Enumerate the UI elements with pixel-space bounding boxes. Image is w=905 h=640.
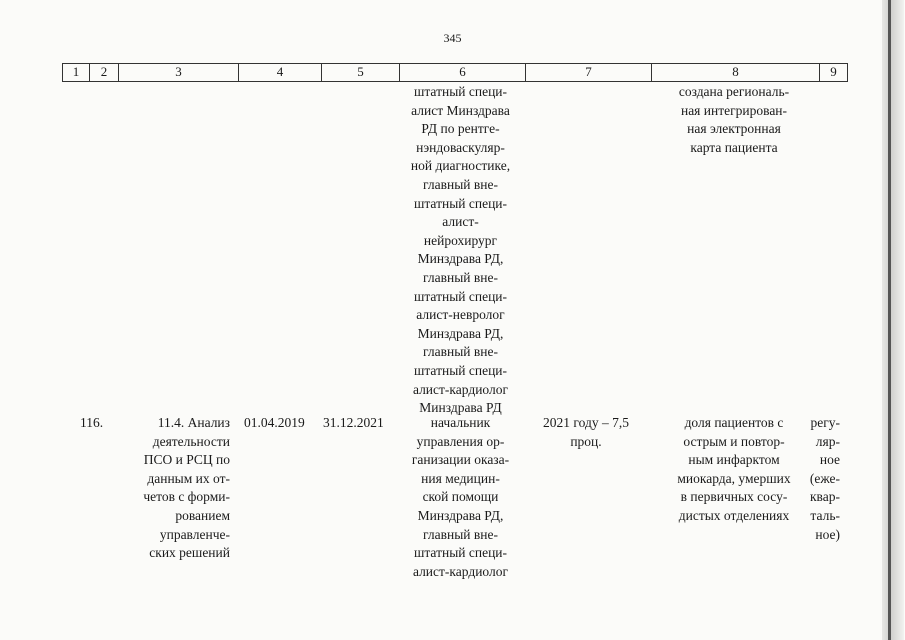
text-line: штатный специ- — [413, 84, 508, 99]
row-116-indicator-cell — [526, 414, 646, 451]
column-number-6: 6 — [399, 64, 525, 81]
text-line: главный вне- — [423, 344, 498, 360]
text-line: ное — [819, 452, 840, 468]
text-line: деятельности — [152, 433, 230, 449]
text-line: квар- — [810, 489, 840, 505]
text-line: рованием — [175, 507, 230, 523]
text-line: штатный специ- — [413, 545, 508, 561]
column-number-1: 1 — [62, 64, 89, 81]
text-line: ния медицин- — [421, 470, 500, 486]
text-line: ПСО и РСЦ по — [143, 452, 230, 468]
text-line: алист-кардиолог — [412, 563, 509, 579]
column-number-4: 4 — [238, 64, 321, 81]
column-number-3: 3 — [118, 64, 238, 81]
text-line: четов с форми- — [143, 489, 230, 505]
text-line: главный вне- — [423, 269, 498, 285]
text-line: штатный специ- — [413, 362, 508, 378]
row-116-result-cell — [650, 414, 818, 526]
text-line: данным их от- — [147, 470, 230, 486]
column-number-9: 9 — [819, 64, 848, 81]
scan-page-edge — [882, 0, 904, 640]
text-line: штатный специ- — [413, 195, 508, 211]
text-line: Минздрава РД, — [417, 325, 504, 341]
text-line: алист-кардиолог — [412, 381, 509, 397]
text-line: таль- — [810, 507, 840, 523]
text-line: ской помощи — [422, 489, 499, 505]
start-date: 01.04.2019 — [244, 415, 305, 430]
text-line: регу- — [810, 415, 840, 430]
text-line: главный вне- — [423, 526, 498, 542]
text-line: ских решений — [149, 545, 230, 561]
text-line: Минздрава РД, — [417, 251, 504, 267]
table-header-row — [62, 63, 848, 82]
text-line: алист Минздрава — [411, 102, 510, 118]
text-line: создана региональ- — [678, 84, 790, 99]
text-line: 2021 году – 7,5 — [543, 415, 629, 430]
text-line: карта пациента — [690, 139, 778, 155]
text-line: в первичных сосу- — [680, 489, 788, 505]
text-line: управленче- — [159, 526, 230, 542]
text-line: доля пациентов с — [684, 415, 784, 430]
text-line: ное) — [815, 526, 840, 542]
text-line: ная интегрирован- — [680, 102, 788, 118]
column-number-8: 8 — [651, 64, 819, 81]
text-line: Минздрава РД, — [417, 507, 504, 523]
text-line: ляр- — [815, 433, 840, 449]
text-line: Минздрава РД — [419, 400, 502, 416]
text-line: РД по рентге- — [421, 121, 500, 137]
column-number-7: 7 — [525, 64, 651, 81]
end-date: 31.12.2021 — [323, 415, 384, 430]
text-line: нэндоваскуляр- — [416, 139, 505, 155]
text-line: проц. — [570, 433, 602, 449]
text-line: штатный специ- — [413, 288, 508, 304]
text-line: острым и повтор- — [683, 433, 785, 449]
row-116-periodicity-cell — [800, 414, 840, 544]
text-line: ная электронная — [687, 121, 781, 137]
text-line: главный вне- — [423, 176, 498, 192]
prev-row-responsible-cell — [398, 83, 523, 418]
row-number: 116. — [80, 415, 104, 430]
text-line: управления ор- — [416, 433, 505, 449]
prev-row-result-cell — [650, 83, 818, 157]
row-116-number — [80, 414, 125, 433]
page-number: 345 — [443, 31, 462, 45]
row-116-start-date — [244, 414, 324, 433]
text-line: ным инфарктом — [688, 452, 780, 468]
row-116-end-date — [323, 414, 399, 433]
column-number-5: 5 — [321, 64, 399, 81]
text-line: ганизации оказа- — [411, 452, 510, 468]
text-line: начальник — [430, 415, 491, 430]
row-116-responsible-cell — [398, 414, 523, 581]
text-line: алист-невролог — [416, 307, 505, 323]
text-line: алист- — [442, 214, 479, 230]
text-line: 11.4. Анализ — [157, 415, 230, 430]
text-line: дистых отделениях — [678, 507, 790, 523]
row-116-event-cell — [120, 414, 230, 563]
text-line: (еже- — [809, 470, 840, 486]
text-line: ной диагностике, — [410, 158, 511, 174]
column-number-2: 2 — [89, 64, 118, 81]
text-line: миокарда, умерших — [677, 470, 791, 486]
text-line: нейрохирург — [423, 232, 498, 248]
